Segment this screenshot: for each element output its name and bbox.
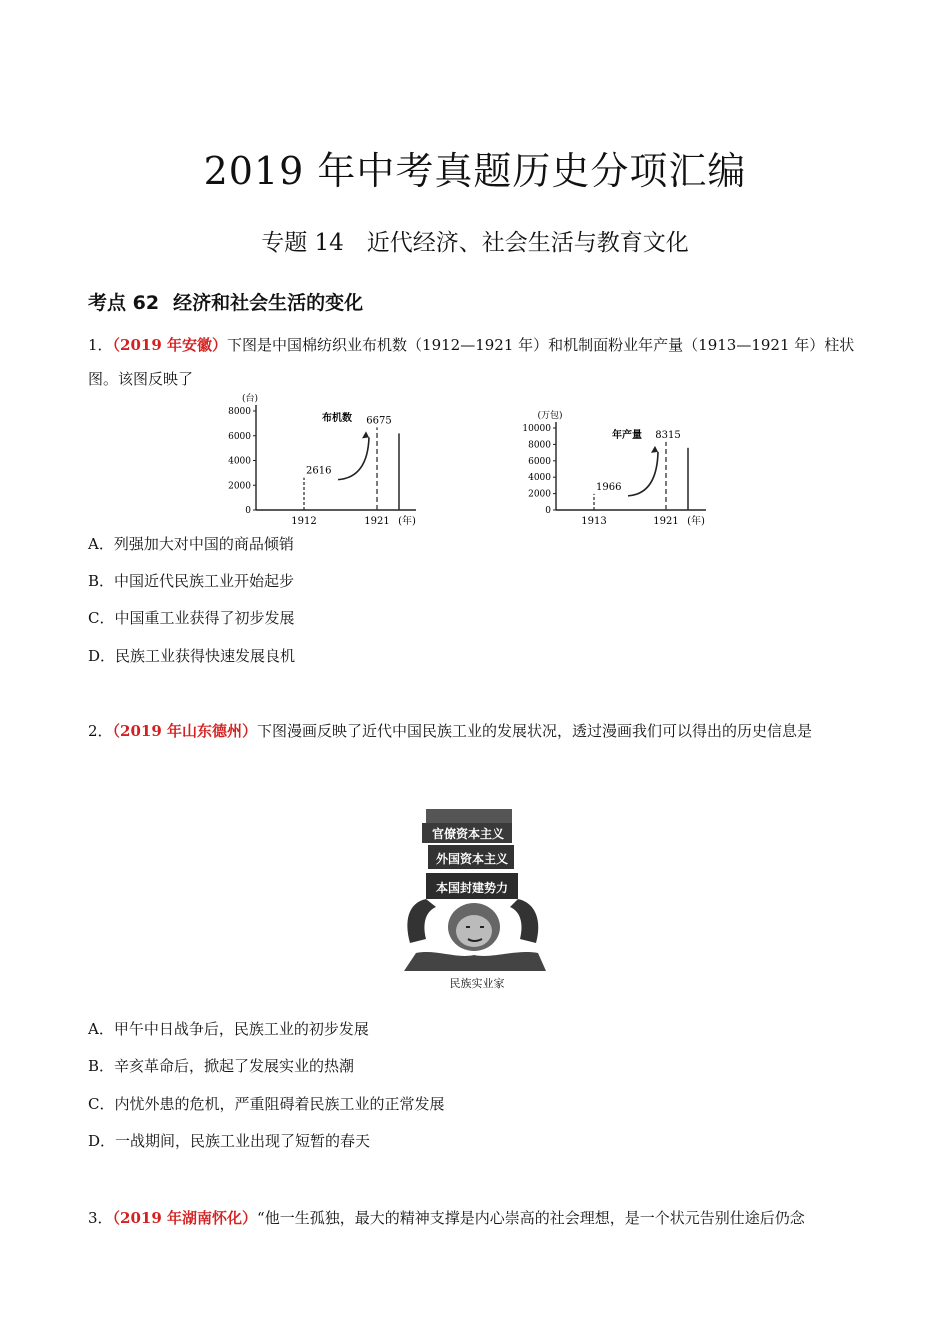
y-tick-label: 8000	[228, 407, 251, 417]
y-tick-label: 0	[245, 506, 251, 516]
question-number: 3．	[88, 1209, 113, 1227]
question-1	[88, 328, 864, 396]
cartoon-caption: 民族实业家	[449, 977, 505, 990]
option-c: C．内忧外患的危机，严重阻碍着民族工业的正常发展	[88, 1095, 445, 1113]
question-source: （2019 年湖南怀化）	[112, 1209, 258, 1227]
x-tick-label: 1912	[291, 516, 317, 527]
option-b: B．中国近代民族工业开始起步	[88, 572, 295, 590]
section-heading	[88, 288, 363, 315]
x-axis-unit: (年)	[398, 516, 416, 527]
data-label: 8315	[655, 429, 681, 441]
y-tick-label: 2000	[228, 481, 251, 492]
y-tick-label: 4000	[228, 456, 251, 467]
figure-face	[456, 915, 492, 947]
figure-body	[404, 952, 546, 971]
growth-arrowhead	[651, 446, 658, 453]
y-axis-unit: (台)	[241, 394, 259, 404]
x-tick-label: 1913	[581, 516, 607, 527]
right-arm	[510, 899, 538, 943]
option-d: D．一战期间，民族工业出现了短暂的春天	[88, 1132, 371, 1150]
y-tick-label: 2000	[528, 489, 551, 500]
y-tick-label: 8000	[528, 440, 551, 451]
option-a: A．列强加大对中国的商品倾销	[88, 535, 294, 553]
question-2	[88, 714, 864, 748]
question-stem: “他一生孤独，最大的精神支撑是内心崇高的社会理想，是一个状元告别仕途后仍念	[257, 1209, 805, 1227]
growth-arrow	[338, 437, 369, 479]
data-label: 1966	[596, 481, 622, 493]
section-name: 经济和社会生活的变化	[173, 292, 364, 314]
y-tick-label: 4000	[528, 473, 551, 484]
option-a: A．甲午中日战争后，民族工业的初步发展	[88, 1020, 369, 1038]
document-subtitle: 专题 14 近代经济、社会生活与教育文化	[261, 230, 689, 256]
option-d: D．民族工业获得快速发展良机	[88, 647, 296, 665]
y-tick-label: 6000	[528, 456, 551, 467]
question-3	[88, 1201, 864, 1235]
y-tick-label: 6000	[228, 431, 251, 442]
chart-title: 年产量	[612, 430, 642, 441]
data-label: 2616	[306, 465, 332, 477]
left-arm	[407, 899, 436, 943]
cartoon-illustration	[396, 803, 558, 975]
flour-output-chart	[516, 402, 716, 526]
option-c: C．中国重工业获得了初步发展	[88, 609, 295, 627]
book-stack-top	[426, 809, 512, 825]
chart-title: 布机数	[322, 413, 352, 424]
question-source: （2019 年山东德州）	[112, 722, 258, 740]
question-stem: 下图漫画反映了近代中国民族工业的发展状况，透过漫画我们可以得出的历史信息是	[257, 722, 813, 740]
question-source: （2019 年安徽）	[112, 336, 228, 354]
question-number: 2．	[88, 722, 113, 740]
book-label-1: 官僚资本主义	[431, 827, 505, 841]
x-tick-label: 1921	[653, 516, 679, 527]
section-number: 考点 62	[88, 292, 160, 314]
growth-arrow	[628, 452, 658, 496]
loom-count-chart	[228, 394, 436, 527]
question-number: 1．	[88, 336, 113, 354]
growth-arrowhead	[362, 431, 369, 438]
book-label-2: 外国资本主义	[435, 852, 509, 866]
book-label-3: 本国封建势力	[435, 881, 509, 895]
y-axis-unit: (万包)	[537, 411, 563, 421]
x-tick-label: 1921	[364, 516, 390, 527]
question-stem: 下图是中国棉纺织业布机数（1912—1921 年）和机制面粉业年产量（1913—1921 年）柱状图。该图反映了	[88, 336, 855, 388]
option-b: B．辛亥革命后，掀起了发展实业的热潮	[88, 1057, 355, 1075]
x-axis-unit: (年)	[687, 516, 705, 527]
y-tick-label: 10000	[522, 424, 551, 434]
y-tick-label: 0	[545, 506, 551, 516]
document-title: 2019 年中考真题历史分项汇编	[203, 149, 747, 193]
data-label: 6675	[366, 415, 392, 427]
